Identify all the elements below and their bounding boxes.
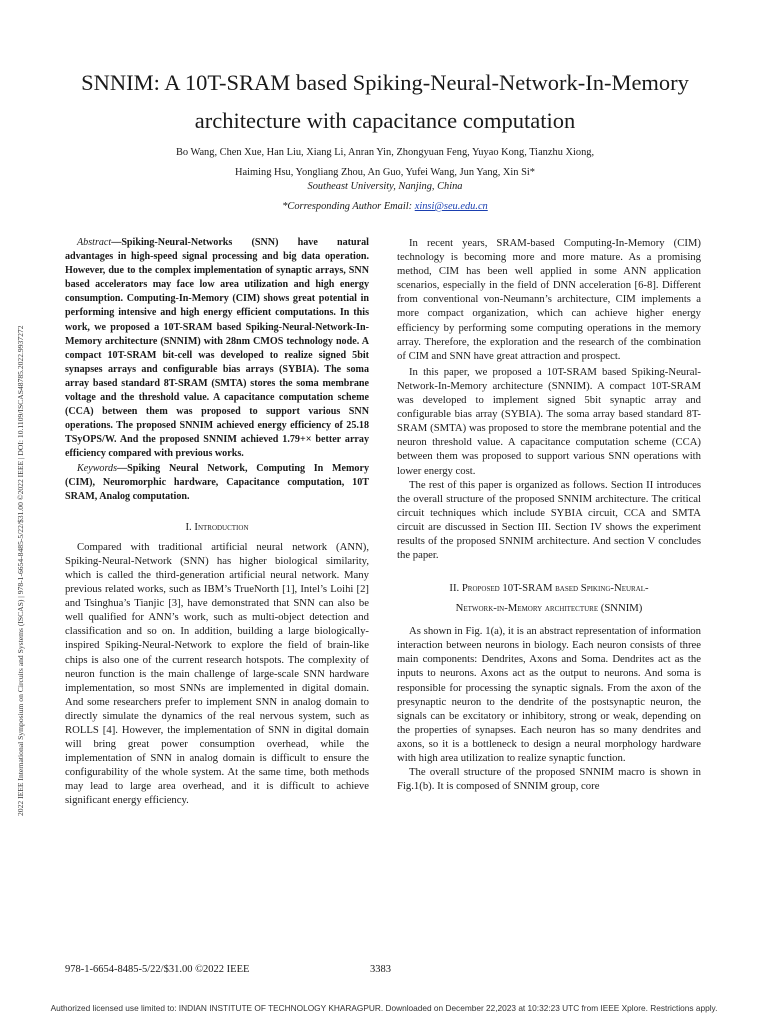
title-line-2: architecture with capacitance computation <box>194 108 576 133</box>
authors-line-2: Haiming Hsu, Yongliang Zhou, An Guo, Yufei Wang, Jun Yang, Xin Si* <box>235 167 535 178</box>
section-heading-architecture <box>397 578 701 618</box>
abstract <box>65 236 369 462</box>
keywords-lead: Keywords <box>77 462 118 474</box>
correspondence <box>60 200 710 214</box>
section-2-line-2: Network-in-Memory architecture (SNNIM) <box>455 602 643 615</box>
section-1-title: Introduction <box>194 520 249 533</box>
authors-line-1: Bo Wang, Chen Xue, Han Liu, Xiang Li, Anran Yin, Zhongyuan Feng, Yuyao Kong, Tianzhu Xiong, <box>175 147 595 158</box>
abstract-lead: Abstract <box>77 237 112 248</box>
section-heading-introduction <box>65 520 369 534</box>
abstract-text: —Spiking-Neural-Networks (SNN) have natural advantages in high-speed signal processing and big data operation. However, due to the complex implementation of synaptic arrays, SNN based accelerators may face low area utilization and high energy consumption. Computing-In-Memory (CIM) shows great potential in performing intensive and high energy efficient computations. In this work, we proposed a 10T-SRAM based Spiking-Neural-Network-In-Memory architecture (SNNIM) with 28nm CMOS technology node. A compact 10T-SRAM bit-cell was developed to realize signed 5bit synapses arrays and configurable bias arrays (SYBIA). The soma array based standard 8T-SRAM (SMTA) stores the soma membrane voltage and the threshold value. A capacitance computation scheme (CCA) between them was proposed to support various SNN operations. The proposed SNNIM achieved energy efficiency of 25.18 TSyOPS/W. And the proposed SNNIM achieved 1.79+× better array efficiency compared with previous works. <box>65 237 369 460</box>
footer-isbn: 978-1-6654-8485-5/22/$31.00 ©2022 IEEE <box>65 964 250 975</box>
affiliation: Southeast University, Nanjing, China <box>307 181 463 192</box>
intro-paragraph: Compared with traditional artificial neural network (ANN), Spiking-Neural-Network (SNN) has higher biological similarity, which is called the third-generation artificial neural network. Many previous related works, such as IBM’s TrueNorth [1], Intel’s Loihi [2] and Tsinghua’s Tianjic [3], have demonstrated that SNN can also be well qualified for ANN’s work, such as multi-object detection and classification and so on. In addition, building a large biologically-inspired Spiking-Neural-Network to explore the field of brain-like chips is also one of the current research hotspots. The complexity of neuron function is the main challenge of large-scale SNN hardware implementation, so most SNNs are implemented in digital domain. And some researchers prefer to implement SNN in analog domain to directly simulate the dynamics of the real nervous system, such as ROLLS [4]. However, the implementation of SNN in digital domain will bring great power consumption overhead, while the implementation of SNN in analog domain is difficult to ensure the configurability of the whole system. At the same time, both methods may lead to large area overhead, and it is difficult to achieve significant energy efficiency. <box>65 540 369 807</box>
section-1-numeral: I. <box>185 520 195 533</box>
license-notice: Authorized licensed use limited to: INDIAN INSTITUTE OF TECHNOLOGY KHARAGPUR. Downloaded on December 22,2023 at 10:32:23 UTC from IEEE Xplore. Restrictions apply. <box>50 1003 718 1013</box>
keywords <box>65 462 369 504</box>
correspondence-label: *Corresponding Author Email: <box>282 201 415 212</box>
paragraph-neurons: As shown in Fig. 1(a), it is an abstract representation of information interaction between neurons in biology. Each neuron consists of three main components: Dendrites, Axons and Soma. Dendrites act as the inputs to neurons. Axons act as the output to neurons. And soma is responsible for processing the synaptic signals. From the axon of the presynaptic neuron to the dendrite of the postsynaptic neuron, the signals can be excitatory or inhibitory, strong or weak, depending on the properties of synapses. Each neuron has so many dendrites and axons, so it is a bottleneck to design a neural morphology hardware with high area utilization to realize synaptic function. <box>397 625 701 764</box>
paragraph-cim: In recent years, SRAM-based Computing-In-Memory (CIM) technology is becoming more and more mature. As a promising method, CIM has been well applied in some ANN application scenarios, especially in the field of DNN acceleration [6-8]. Different from conventional von-Neumann’s architecture, CIM implements a more compact organization, which can achieve higher energy efficiency by performing some computing operations in the memory array. Therefore, the exploration and the research of the combination of CIM and SNN have great attraction and prospect. <box>397 237 701 362</box>
side-doi-note: 2022 IEEE International Symposium on Circuits and Systems (ISCAS) | 978-1-6654-8485-5/22/$31.00 ©2022 IEEE | DOI: 10.1109/ISCAS48785.2022.9937272 <box>16 325 25 816</box>
paper-title <box>40 64 730 140</box>
author-list <box>60 143 710 183</box>
paragraph-organization: The rest of this paper is organized as follows. Section II introduces the overall structure of the proposed SNNIM architecture. The critical circuit techniques which include SYBIA circuit, CCA and SMTA circuit are discussed in Section III. Section IV shows the experiment results of the proposed SNNIM architecture. And section V concludes the paper. <box>397 478 701 562</box>
keywords-text: —Spiking Neural Network, Computing In Memory (CIM), Neuromorphic hardware, Capacitance computation, 10T SRAM, Analog computation. <box>65 462 369 502</box>
title-line-1: SNNIM: A 10T-SRAM based Spiking-Neural-Network-In-Memory <box>81 70 689 95</box>
paragraph-proposal: In this paper, we proposed a 10T-SRAM based Spiking-Neural-Network-In-Memory architecture (SNNIM). A compact 10T-SRAM was developed to implement signed 5bit synaptic array and configurable bias array (SYBIA). The soma array based standard 8T-SRAM (SMTA) was proposed to store the membrane potential and the neuron threshold value. A capacitance computation scheme (CCA) between them was proposed to support various SNN operations with lower energy cost. <box>397 365 701 477</box>
email-link[interactable]: xinsi@seu.edu.cn <box>414 201 488 212</box>
paragraph-macro: The overall structure of the proposed SNNIM macro is shown in Fig.1(b). It is composed of SNNIM group, core <box>397 766 701 793</box>
left-column <box>65 236 369 808</box>
section-2-line-1: II. Proposed 10T-SRAM based Spiking-Neural- <box>449 582 649 595</box>
page-number: 3383 <box>370 964 391 975</box>
right-column <box>397 236 701 793</box>
